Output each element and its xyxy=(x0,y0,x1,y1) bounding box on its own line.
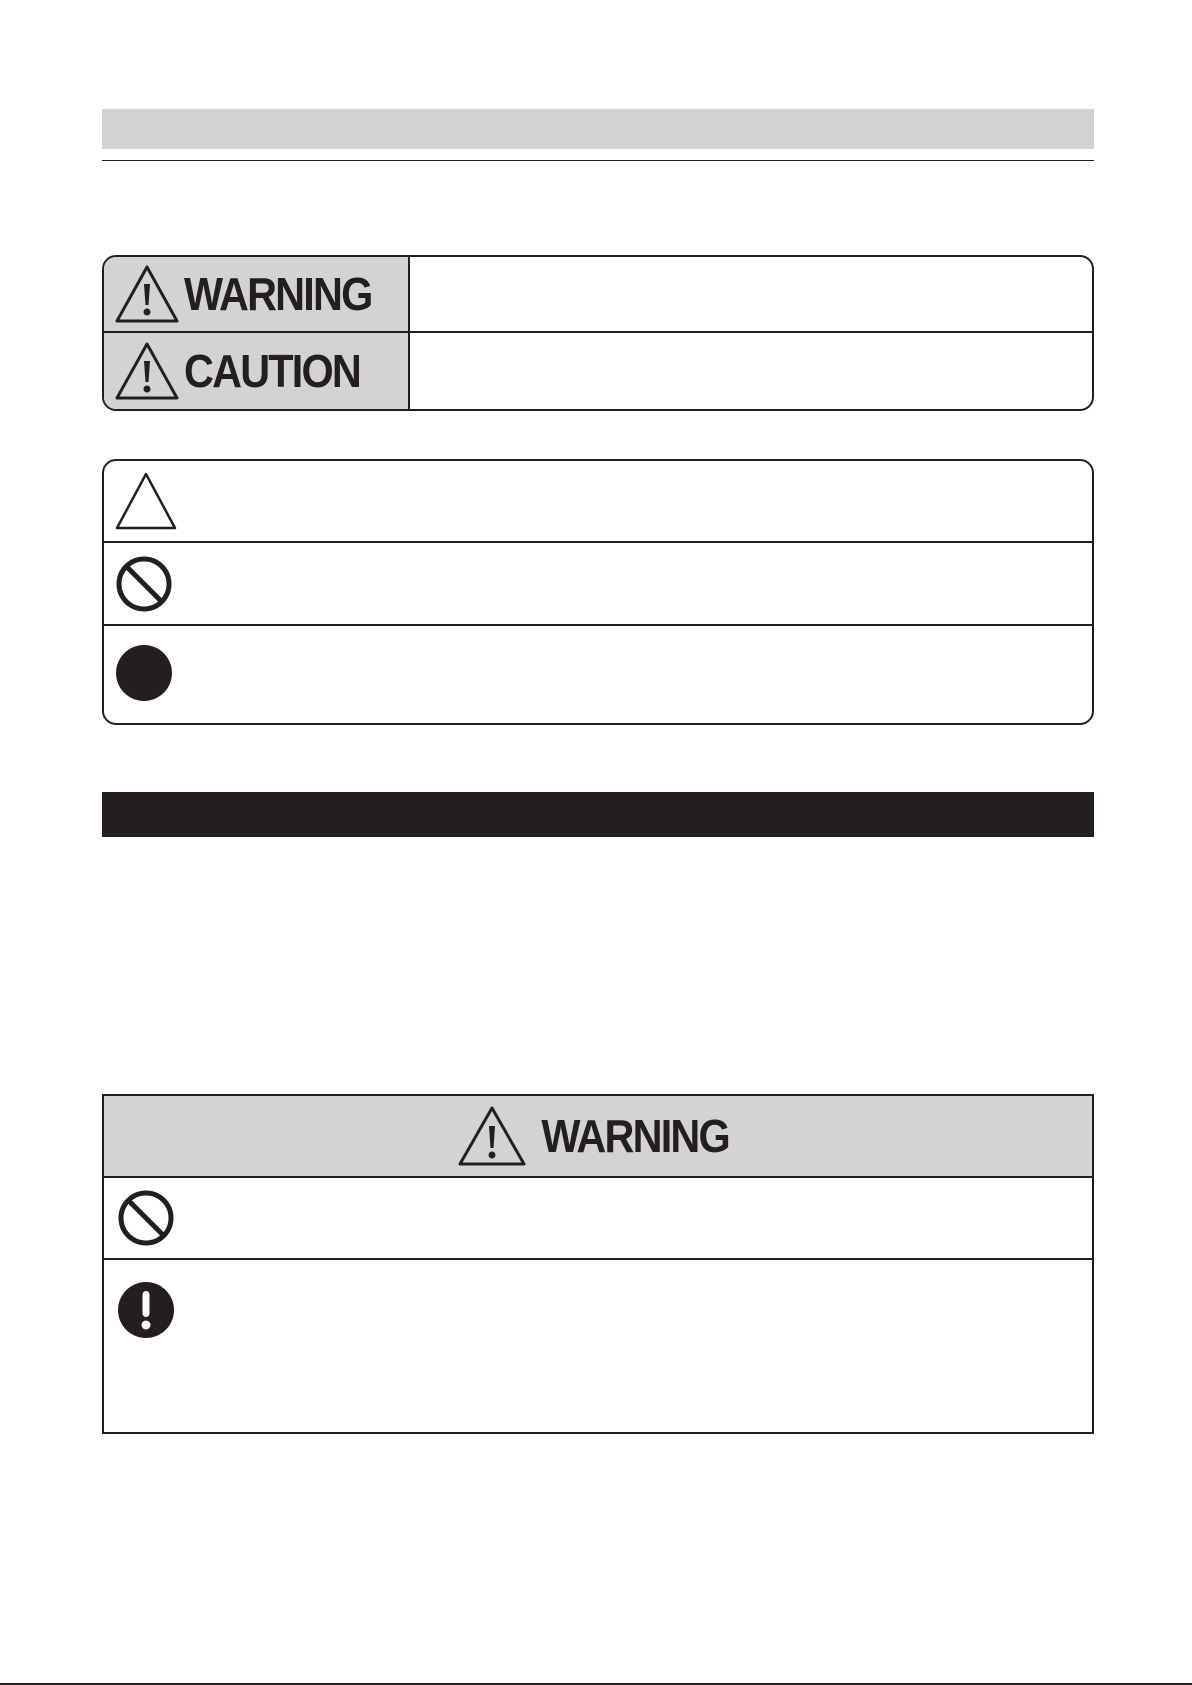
signal-label-caution xyxy=(104,333,410,409)
symbol-legend-table xyxy=(102,459,1094,725)
warning-box-header xyxy=(104,1096,1092,1178)
warning-row-prohibited xyxy=(104,1178,1092,1260)
warning-box xyxy=(102,1094,1094,1434)
warning-triangle-icon xyxy=(457,1105,527,1167)
symbol-row-prohibited xyxy=(104,543,1092,626)
caution-triangle-icon xyxy=(114,471,178,531)
mandatory-action-icon xyxy=(116,1280,176,1340)
warning-triangle-icon xyxy=(114,264,180,324)
warning-box-title: WARNING xyxy=(541,1110,729,1162)
warning-triangle-icon xyxy=(114,341,180,401)
warning-row-mandatory xyxy=(104,1260,1092,1432)
symbol-row-mandatory xyxy=(104,626,1092,723)
safety-section-bar xyxy=(102,792,1094,837)
signal-word-caution: CAUTION xyxy=(184,345,360,397)
section-header-bar xyxy=(102,109,1094,149)
prohibition-icon xyxy=(116,1188,176,1248)
section-header-rule xyxy=(102,160,1094,161)
signal-row-warning xyxy=(104,257,1092,333)
signal-label-warning xyxy=(104,257,410,331)
mandatory-action-icon xyxy=(114,643,174,703)
symbol-row-caution xyxy=(104,461,1092,543)
signal-row-caution xyxy=(104,333,1092,409)
prohibition-icon xyxy=(114,554,174,614)
signal-word-table xyxy=(102,255,1094,411)
signal-word-warning: WARNING xyxy=(184,268,372,320)
